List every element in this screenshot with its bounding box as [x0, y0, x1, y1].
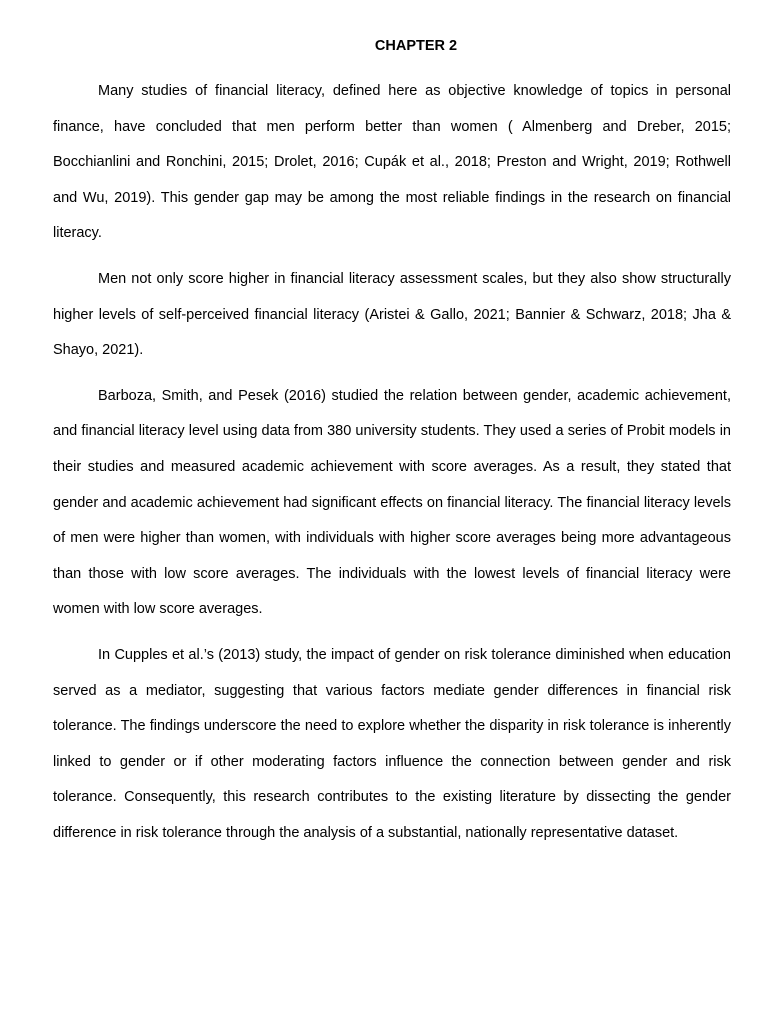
- chapter-title: CHAPTER 2: [374, 38, 458, 54]
- chapter-body: [53, 74, 731, 861]
- paragraph-barboza-study: Barboza, Smith, and Pesek (2016) studied the relation between gender, academic achievement, and financial literacy level using data from 380 university students. They used a series of Probit models in their studies and measured academic achievement with score averages. As a result, they stated that gender and academic achievement had significant effects on financial literacy. The financial literacy levels of men were higher than women, with individuals with higher score averages being more advantageous than those with low score averages. The individuals with the lowest levels of financial literacy were women with low score averages.: [53, 387, 731, 618]
- paragraph-self-perceived-literacy: Men not only score higher in financial literacy assessment scales, but they also show structurally higher levels of self-perceived financial literacy (Aristei & Gallo, 2021; Bannier & Schwarz, 2018; Jha & Shayo, 2021).: [53, 270, 731, 359]
- paragraph-financial-literacy-gender-gap: Many studies of financial literacy, defined here as objective knowledge of topics in personal finance, have concluded that men perform better than women ( Almenberg and Dreber, 2015; Bocchianlini and Ronchini, 2015; Drolet, 2016; Cupák et al., 2018; Preston and Wright, 2019; Rothwell and Wu, 2019). This gender gap may be among the most reliable findings in the research on financial literacy.: [53, 83, 731, 242]
- paragraph-cupples-study: In Cupples et al.’s (2013) study, the impact of gender on risk tolerance diminished when education served as a mediator, suggesting that various factors mediate gender differences in financial risk tolerance. The findings underscore the need to explore whether the disparity in risk tolerance is inherently linked to gender or if other moderating factors influence the connection between gender and risk tolerance. Consequently, this research contributes to the existing literature by dissecting the gender difference in risk tolerance through the analysis of a substantial, nationally representative dataset.: [53, 646, 731, 841]
